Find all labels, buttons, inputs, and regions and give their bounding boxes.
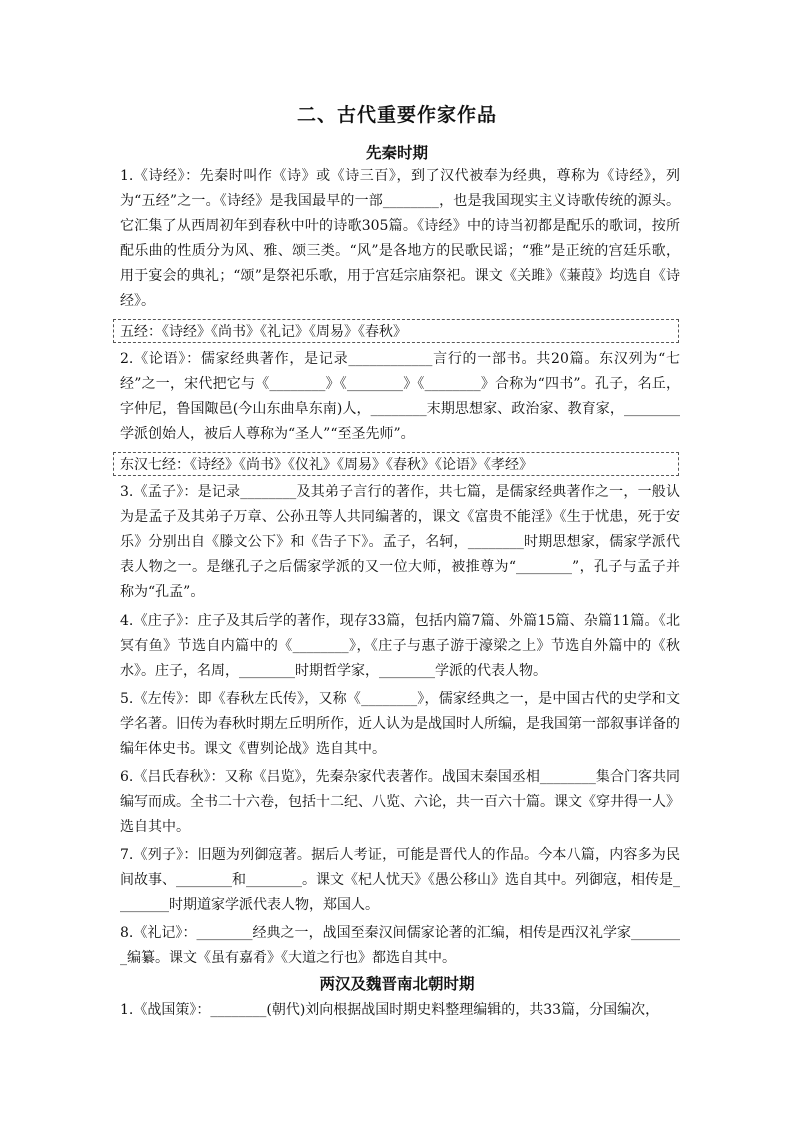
entry-lvshichunqiu: 6.《吕氏春秋》：又称《吕览》，先秦杂家代表著作。战国末秦国丞相________集合门客共同编写而成。全书二十六卷，包括十二纪、八览、六论，共一百六十篇。课文《穿井得一人》选自其中。 [120,769,680,835]
entry-shijing: 1.《诗经》：先秦时叫作《诗》或《诗三百》，到了汉代被奉为经典，尊称为《诗经》，列为“五经”之一。《诗经》是我国最早的一部________，也是我国现实主义诗歌传统的源头。它汇集了从西周初年到春秋中叶的诗歌305篇。《诗经》中的诗当初都是配乐的歌词，按所配乐曲的性质分为风、雅、颂三类。“风”是各地方的民歌民谣；“雅”是正统的宫廷乐歌，用于宴会的典礼；“颂”是祭祀乐歌，用于宫廷宗庙祭祀。课文《关雎》《蒹葭》均选自《诗经》。 [120,168,680,309]
note-box-seven-classics: 东汉七经：《诗经》《尚书》《仪礼》《周易》《春秋》《论语》《孝经》 [113,452,679,476]
page-title: 二、古代重要作家作品 [296,104,497,126]
entry-liji: 8.《礼记》：________经典之一，战国至秦汉间儒家论著的汇编，相传是西汉礼学家________编纂。课文《虽有嘉肴》《大道之行也》都选自其中。 [120,925,680,966]
note-box-five-classics: 五经：《诗经》《尚书》《礼记》《周易》《春秋》 [113,319,679,343]
entry-zhanguoce: 1.《战国策》：________(朝代)刘向根据战国时期史料整理编辑的，共33篇，分国编次， [120,1002,660,1018]
entry-zhuangzi: 4.《庄子》：庄子及其后学的著作，现存33篇，包括内篇7篇、外篇15篇、杂篇11篇。《北冥有鱼》节选自内篇中的《________》，《庄子与惠子游于濠梁之上》节选自外篇中的《秋水》。庄子，名周，________时期哲学家，________学派的代表人物。 [120,613,680,679]
entry-zuozhuan: 5.《左传》：即《春秋左氏传》，又称《________》，儒家经典之一，是中国古代的史学和文学名著。旧传为春秋时期左丘明所作，近人认为是战国时人所编，是我国第一部叙事详备的编年体史书。课文《曹刿论战》选自其中。 [120,691,680,757]
entry-mengzi: 3.《孟子》：是记录________及其弟子言行的著作，共七篇，是儒家经典著作之一，一般认为是孟子及其弟子万章、公孙丑等人共同编著的，课文《富贵不能淫》《生于忧患，死于安乐》分别出自《滕文公下》和《告子下》。孟子，名轲，________时期思想家，儒家学派代表人物之一。是继孔子之后儒家学派的又一位大师，被推尊为“________”，孔子与孟子并称为“孔孟”。 [120,484,680,600]
section-heading-han-wei: 两汉及魏晋南北朝时期 [319,975,475,993]
entry-lunyu: 2.《论语》：儒家经典著作，是记录____________言行的一部书。共20篇。东汉列为“七经”之一，宋代把它与《________》《________》《________》合称为“四书”。孔子，名丘，字仲尼，鲁国陬邑(今山东曲阜东南)人，________末期思想家、政治家、教育家，________学派创始人，被后人尊称为“圣人”“至圣先师”。 [120,351,680,442]
section-heading-pre-qin: 先秦时期 [365,144,428,162]
entry-liezi: 7.《列子》：旧题为列御寇著。据后人考证，可能是晋代人的作品。今本八篇，内容多为民间故事、________和________。课文《杞人忧天》《愚公移山》选自其中。列御寇，相传是________时期道家学派代表人物，郑国人。 [120,847,680,913]
